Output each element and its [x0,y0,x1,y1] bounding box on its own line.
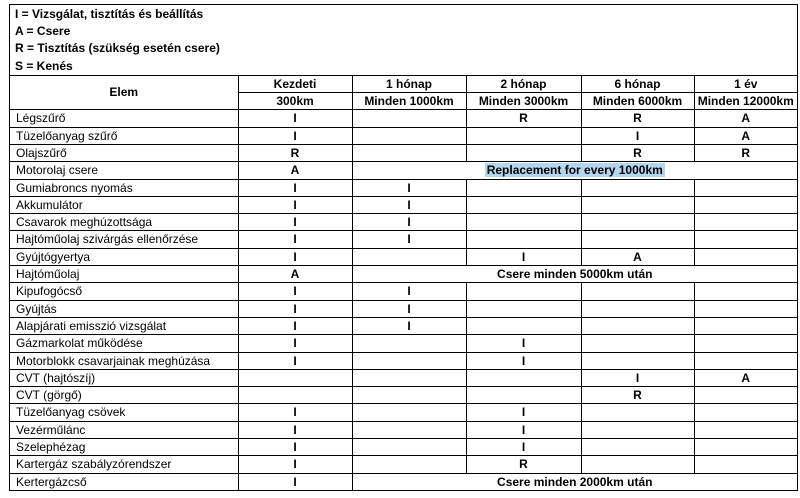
row-item-label: Csavarok meghúzottsága [10,214,238,231]
schedule-cell: I [581,127,694,144]
schedule-cell: I [238,214,352,231]
table-row [10,214,797,231]
schedule-cell [694,438,797,455]
schedule-cell [466,196,581,213]
schedule-cell: I [238,283,352,300]
table-row [10,266,797,283]
row-item-label: Vezérműlánc [10,421,238,438]
schedule-cell [694,283,797,300]
schedule-cell [466,127,581,144]
schedule-cell [581,404,694,421]
schedule-cell: I [352,196,466,213]
table-row [10,404,797,421]
schedule-cell: I [238,421,352,438]
row-item-label: CVT (hajtószíj) [10,369,238,386]
maintenance-schedule-document [9,4,798,491]
schedule-cell: A [238,266,352,283]
column-header-distance: Minden 3000km [466,93,581,110]
schedule-cell: R [581,144,694,161]
row-item-label: Tüzelőanyag csövek [10,404,238,421]
table-row [10,352,797,369]
row-item-label: Szelephézag [10,438,238,455]
table-row [10,127,797,144]
schedule-cell: A [581,248,694,265]
schedule-cell [466,283,581,300]
table-row [10,456,797,473]
table-row [10,162,797,179]
legend [10,5,797,76]
schedule-cell: I [238,110,352,127]
table-row [10,335,797,352]
schedule-cell [466,387,581,404]
schedule-cell: I [352,283,466,300]
header-row-top [10,76,797,93]
schedule-cell [352,110,466,127]
schedule-cell [581,179,694,196]
schedule-cell [694,196,797,213]
schedule-cell: A [694,110,797,127]
span-note-cell [352,162,797,179]
schedule-cell: I [238,248,352,265]
highlighted-note: Replacement for every 1000km [486,163,663,178]
schedule-cell [581,214,694,231]
schedule-cell: I [466,404,581,421]
schedule-cell: I [466,421,581,438]
row-item-label: Gyújtógyertya [10,248,238,265]
schedule-cell [352,404,466,421]
schedule-cell: I [238,473,352,490]
schedule-cell [466,179,581,196]
schedule-cell [581,283,694,300]
schedule-cell [352,352,466,369]
row-item-label: Hajtóműolaj [10,266,238,283]
row-item-label: CVT (görgő) [10,387,238,404]
table-row [10,369,797,386]
schedule-cell [694,214,797,231]
schedule-cell: I [352,231,466,248]
schedule-cell: I [238,404,352,421]
row-item-label: Tüzelőanyag szűrő [10,127,238,144]
row-item-label: Motorblokk csavarjainak meghúzása [10,352,238,369]
row-item-label: Gyújtás [10,300,238,317]
schedule-cell: I [238,127,352,144]
schedule-cell [581,335,694,352]
schedule-cell [581,421,694,438]
schedule-cell [694,335,797,352]
schedule-cell [581,438,694,455]
row-item-label: Akkumulátor [10,196,238,213]
column-header-interval: 1 hónap [352,76,466,93]
schedule-cell [694,456,797,473]
schedule-cell [581,317,694,334]
schedule-cell [694,404,797,421]
schedule-cell [581,231,694,248]
table-row [10,421,797,438]
schedule-cell [694,421,797,438]
table-row [10,144,797,161]
note-text: Csere minden 2000km után [497,474,653,489]
span-note-cell [352,266,797,283]
column-header-distance: Minden 12000km [694,93,797,110]
schedule-cell: I [238,300,352,317]
schedule-cell [466,144,581,161]
schedule-cell: I [352,214,466,231]
schedule-cell [694,231,797,248]
schedule-cell: I [352,317,466,334]
row-item-label: Gázmarkolat működése [10,335,238,352]
schedule-cell: I [238,317,352,334]
schedule-cell [581,456,694,473]
schedule-cell [352,248,466,265]
schedule-cell [694,300,797,317]
schedule-cell [352,127,466,144]
schedule-cell [694,352,797,369]
schedule-cell: R [581,387,694,404]
row-item-label: Kartergáz szabályzórendszer [10,456,238,473]
legend-line: R = Tisztítás (szükség esetén csere) [15,41,220,56]
row-item-label: Gumiabroncs nyomás [10,179,238,196]
row-item-label: Olajszűrő [10,144,238,161]
table-row [10,110,797,127]
schedule-cell [352,144,466,161]
schedule-cell [581,300,694,317]
table-row [10,300,797,317]
column-header-interval: 2 hónap [466,76,581,93]
row-item-label: Kertergázcső [10,473,238,490]
schedule-cell: A [694,369,797,386]
schedule-cell [466,300,581,317]
note-text: Csere minden 5000km után [497,267,653,282]
schedule-cell [238,369,352,386]
row-item-label: Hajtóműolaj szivárgás ellenőrzése [10,231,238,248]
schedule-cell [694,387,797,404]
schedule-cell [581,196,694,213]
schedule-cell: I [352,300,466,317]
schedule-cell: A [238,162,352,179]
table-row [10,317,797,334]
span-note-cell [352,473,797,490]
schedule-cell [694,179,797,196]
schedule-cell [352,421,466,438]
schedule-cell [466,214,581,231]
schedule-cell: I [238,231,352,248]
schedule-cell [238,387,352,404]
schedule-cell [581,352,694,369]
schedule-cell: I [466,352,581,369]
table-row [10,283,797,300]
maintenance-table [10,76,797,490]
schedule-cell: R [694,144,797,161]
legend-line: I = Vizsgálat, tisztítás és beállítás [15,7,204,21]
row-item-label: Légszűrő [10,110,238,127]
schedule-cell [352,387,466,404]
schedule-cell [694,248,797,265]
schedule-cell: A [694,127,797,144]
schedule-cell [466,317,581,334]
schedule-cell: I [238,438,352,455]
column-header-item: Elem [10,76,238,110]
schedule-cell [352,438,466,455]
table-row [10,387,797,404]
schedule-cell: I [466,438,581,455]
legend-line: S = Kenés [15,58,73,73]
table-row [10,248,797,265]
schedule-cell: R [466,110,581,127]
row-item-label: Motorolaj csere [10,162,238,179]
schedule-cell: R [581,110,694,127]
schedule-cell: R [466,456,581,473]
schedule-cell: R [238,144,352,161]
column-header-interval: 1 év [694,76,797,93]
row-item-label: Kipufogócső [10,283,238,300]
schedule-cell [352,369,466,386]
schedule-cell: I [466,248,581,265]
schedule-cell: I [238,456,352,473]
schedule-cell: I [352,179,466,196]
schedule-cell [466,369,581,386]
column-header-distance: Minden 6000km [581,93,694,110]
schedule-cell: I [238,179,352,196]
schedule-cell: I [466,335,581,352]
table-row [10,196,797,213]
table-row [10,473,797,490]
table-row [10,231,797,248]
column-header-interval: Kezdeti [238,76,352,93]
schedule-cell: I [238,196,352,213]
schedule-cell: I [238,335,352,352]
table-row [10,179,797,196]
column-header-interval: 6 hónap [581,76,694,93]
schedule-cell [352,456,466,473]
schedule-cell [694,317,797,334]
column-header-distance: Minden 1000km [352,93,466,110]
legend-line: A = Csere [15,24,71,39]
table-row [10,438,797,455]
schedule-cell: I [581,369,694,386]
column-header-distance: 300km [238,93,352,110]
schedule-cell: I [238,352,352,369]
row-item-label: Alapjárati emisszió vizsgálat [10,317,238,334]
schedule-cell [352,335,466,352]
schedule-cell [466,231,581,248]
